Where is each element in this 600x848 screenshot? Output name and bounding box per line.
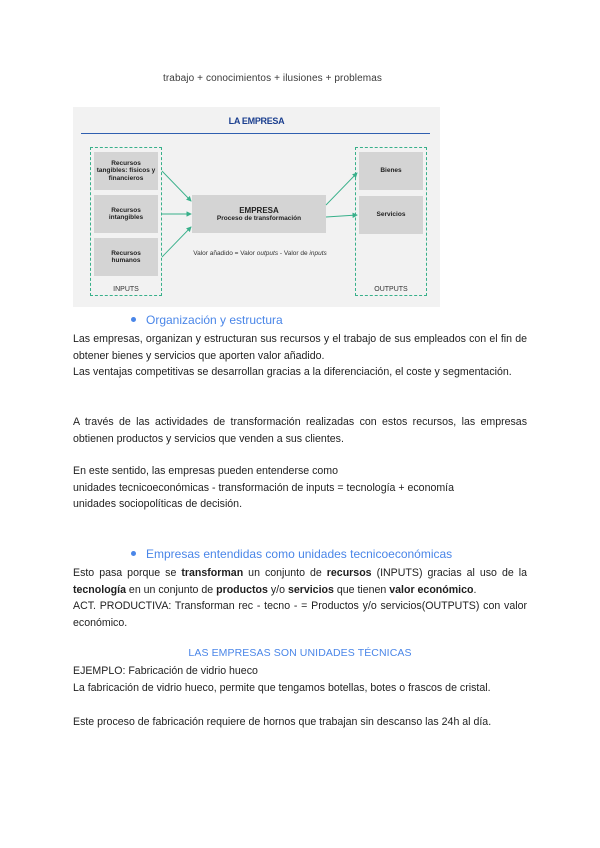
input-box-humanos: Recursos humanos (94, 238, 158, 276)
output-box-servicios: Servicios (359, 196, 423, 234)
arrow-out-1 (326, 173, 357, 205)
section2-heading: Empresas entendidas como unidades tecnicoeconómicas (131, 547, 452, 561)
section1-heading: Organización y estructura (131, 313, 283, 327)
p4-line-2: unidades tecnicoeconómicas - transformación de inputs = tecnología + economía (73, 481, 455, 494)
p4-line-1: En este sentido, las empresas pueden entenderse como (73, 465, 339, 477)
valor-anadido-note: Valor añadido = Valor outputs - Valor de inputs (193, 250, 327, 257)
input-box-intangibles: Recursos intangibles (94, 195, 158, 233)
bullet-dot-icon (131, 551, 136, 556)
section1-paragraph-3: A través de las actividades de transformación realizadas con estos recursos, las empresas obtienen productos y servicios que venden a sus clientes. (73, 416, 527, 445)
bullet-dot-icon (131, 317, 136, 322)
diagram-arrows (73, 107, 440, 307)
outputs-label: OUTPUTS (374, 286, 408, 293)
section2-paragraph: Esto pasa porque se transforman un conjunto de recursos (INPUTS) gracias al uso de la tecnología en un conjunto de productos y/o servicios que tienen valor económico. (73, 567, 527, 596)
section2-act: ACT. PRODUCTIVA: Transforman rec - tecno - = Productos y/o servicios(OUTPUTS) con valor económico. (73, 600, 527, 629)
input-box-tangibles: Recursos tangibles: físicos y financieros (94, 152, 158, 190)
output-box-bienes: Bienes (359, 152, 423, 190)
center-box-subtitle: Proceso de transformación (216, 214, 302, 222)
section3-paragraph-2: Este proceso de fabricación requiere de hornos que trabajan sin descanso las 24h al día. (73, 716, 492, 728)
section1-paragraph-2: Las ventajas competitivas se desarrollan gracias a la diferenciación, el coste y segmentación. (73, 366, 512, 378)
section1-paragraph-4 (73, 463, 527, 513)
diagram-title: LA EMPRESA (228, 116, 285, 126)
arrow-in-1 (162, 171, 191, 201)
section3-example: EJEMPLO: Fabricación de vidrio hueco (73, 665, 258, 677)
inputs-label: INPUTS (113, 286, 139, 293)
center-box-title: EMPRESA (239, 205, 279, 215)
section3-heading: LAS EMPRESAS SON UNIDADES TÉCNICAS (188, 647, 412, 659)
section3-paragraph-1: La fabricación de vidrio hueco, permite que tengamos botellas, botes o frascos de cristal. (73, 682, 491, 694)
section1-paragraph-1: Las empresas, organizan y estructuran sus recursos y el trabajo de sus empleados con el fin de obtener bienes y servicios que aporten valor añadido. (73, 333, 527, 362)
subtitle-formula: trabajo + conocimientos + ilusiones + problemas (163, 73, 382, 84)
arrow-out-2 (326, 215, 357, 217)
arrow-in-3 (162, 227, 191, 257)
empresa-diagram (73, 107, 440, 307)
p4-line-3: unidades sociopolíticas de decisión. (73, 498, 243, 510)
